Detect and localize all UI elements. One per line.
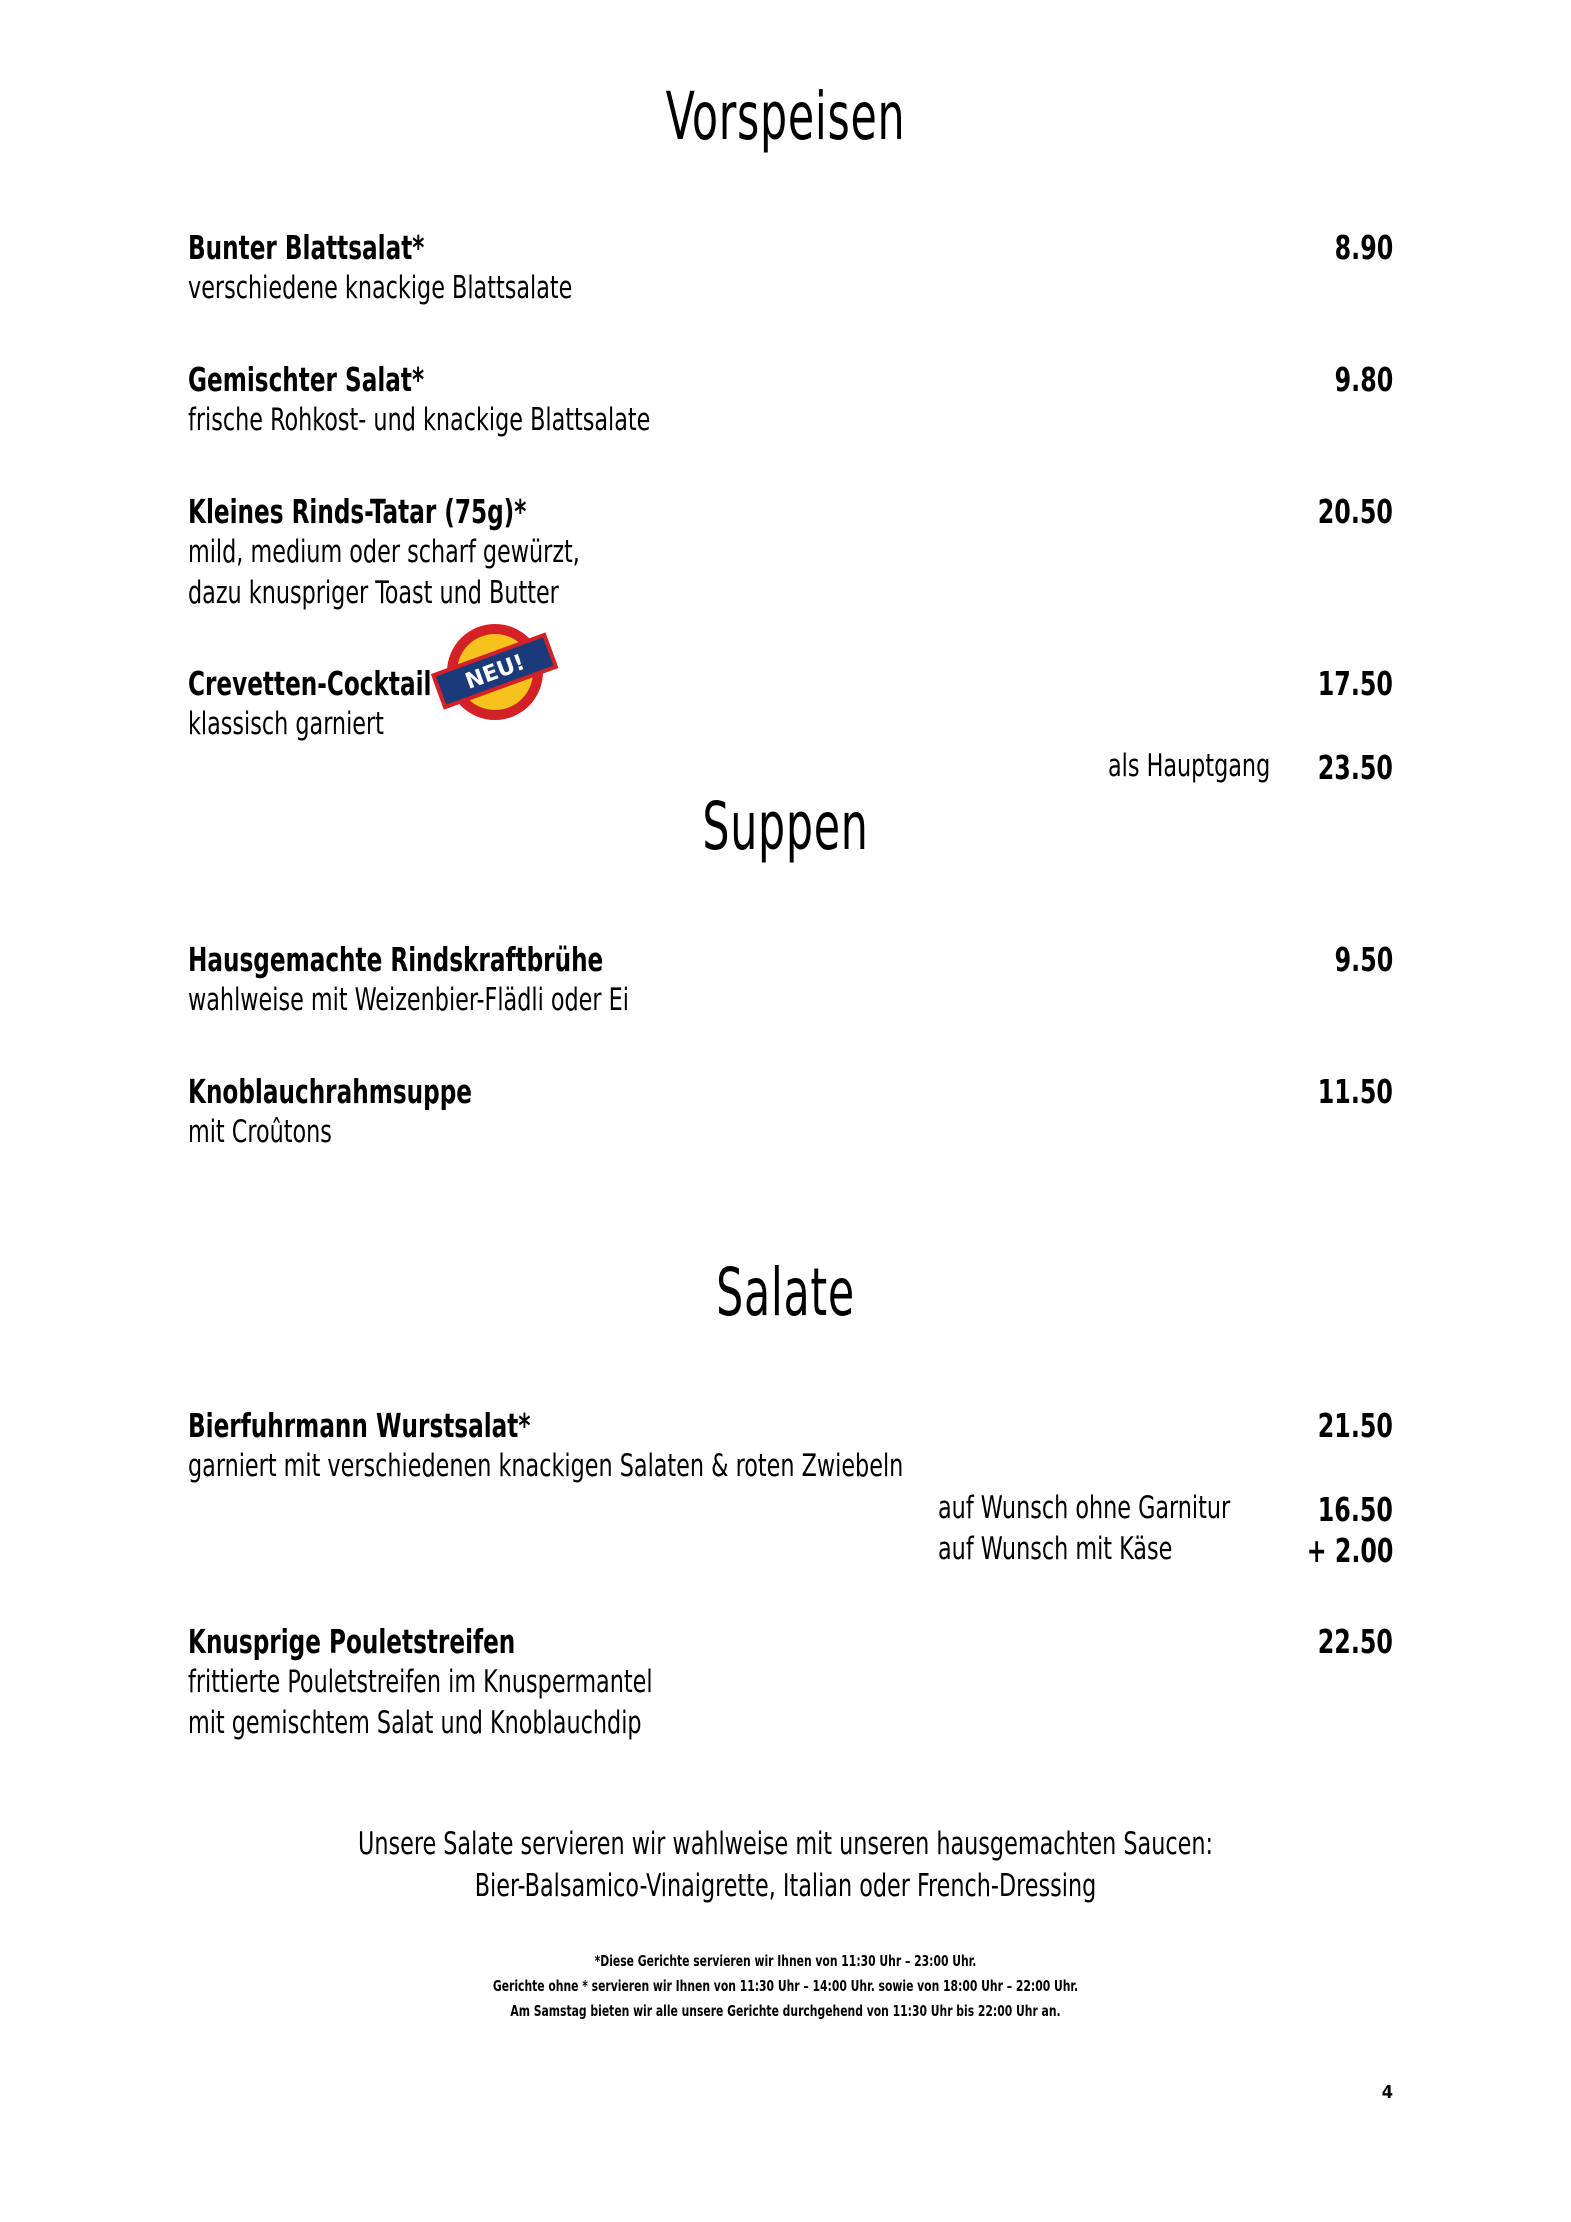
item-price: 22.50 <box>1317 1622 1393 1661</box>
item-description: mit Croûtons <box>188 1114 332 1150</box>
item-description: verschiedene knackige Blattsalate <box>188 270 573 306</box>
sauce-note: Unsere Salate servieren wir wahlweise mit unseren hausgemachten Saucen: <box>357 1826 1213 1862</box>
option-price: 23.50 <box>1317 748 1393 787</box>
page-number: 4 <box>1381 2082 1393 2103</box>
item-description: klassisch garniert <box>188 706 384 742</box>
footnote: *Diese Gerichte servieren wir Ihnen von 11:30 Uhr – 23:00 Uhr. <box>594 1952 977 1970</box>
item-description: frittierte Pouletstreifen im Knuspermantel <box>188 1664 653 1700</box>
item-price: 11.50 <box>1317 1072 1393 1111</box>
item-price: 20.50 <box>1317 492 1393 531</box>
item-price: 8.90 <box>1334 228 1393 267</box>
section-title-vorspeisen: Vorspeisen <box>665 78 906 155</box>
item-name: Bierfuhrmann Wurstsalat* <box>188 1406 531 1445</box>
sauce-note: Bier-Balsamico-Vinaigrette, Italian oder French-Dressing <box>474 1868 1097 1904</box>
item-name: Gemischter Salat* <box>188 360 425 399</box>
option-label: auf Wunsch ohne Garnitur <box>938 1490 1231 1526</box>
option-price: + 2.00 <box>1306 1531 1393 1570</box>
new-badge <box>428 620 562 724</box>
item-price: 9.50 <box>1334 940 1393 979</box>
section-title-salate: Salate <box>716 1254 855 1331</box>
item-description: mit gemischtem Salat und Knoblauchdip <box>188 1705 642 1741</box>
item-description: mild, medium oder scharf gewürzt, <box>188 534 580 570</box>
footnote: Gerichte ohne * servieren wir Ihnen von 11:30 Uhr – 14:00 Uhr. sowie von 18:00 Uhr – 22:00 Uhr. <box>492 1977 1079 1995</box>
item-description: frische Rohkost- und knackige Blattsalate <box>188 402 651 438</box>
item-price: 9.80 <box>1334 360 1393 399</box>
item-price: 21.50 <box>1317 1406 1393 1445</box>
item-name: Kleines Rinds-Tatar (75g)* <box>188 492 527 531</box>
item-description: dazu knuspriger Toast und Butter <box>188 575 559 611</box>
item-name: Knusprige Pouletstreifen <box>188 1622 516 1661</box>
item-description: garniert mit verschiedenen knackigen Salaten & roten Zwiebeln <box>188 1448 904 1484</box>
option-label: als Hauptgang <box>1108 748 1271 784</box>
item-name: Hausgemachte Rindskraftbrühe <box>188 940 604 979</box>
item-description: wahlweise mit Weizenbier-Flädli oder Ei <box>188 982 629 1018</box>
item-name: Bunter Blattsalat* <box>188 228 425 267</box>
item-price: 17.50 <box>1317 664 1393 703</box>
option-label: auf Wunsch mit Käse <box>938 1531 1173 1567</box>
option-price: 16.50 <box>1317 1490 1393 1529</box>
item-name: Crevetten-Cocktail <box>188 664 432 703</box>
section-title-suppen: Suppen <box>702 788 869 865</box>
badge-label: NEU! <box>462 650 529 695</box>
footnote: Am Samstag bieten wir alle unsere Gerichte durchgehend von 11:30 Uhr bis 22:00 Uhr an. <box>510 2002 1061 2020</box>
item-name: Knoblauchrahmsuppe <box>188 1072 473 1111</box>
